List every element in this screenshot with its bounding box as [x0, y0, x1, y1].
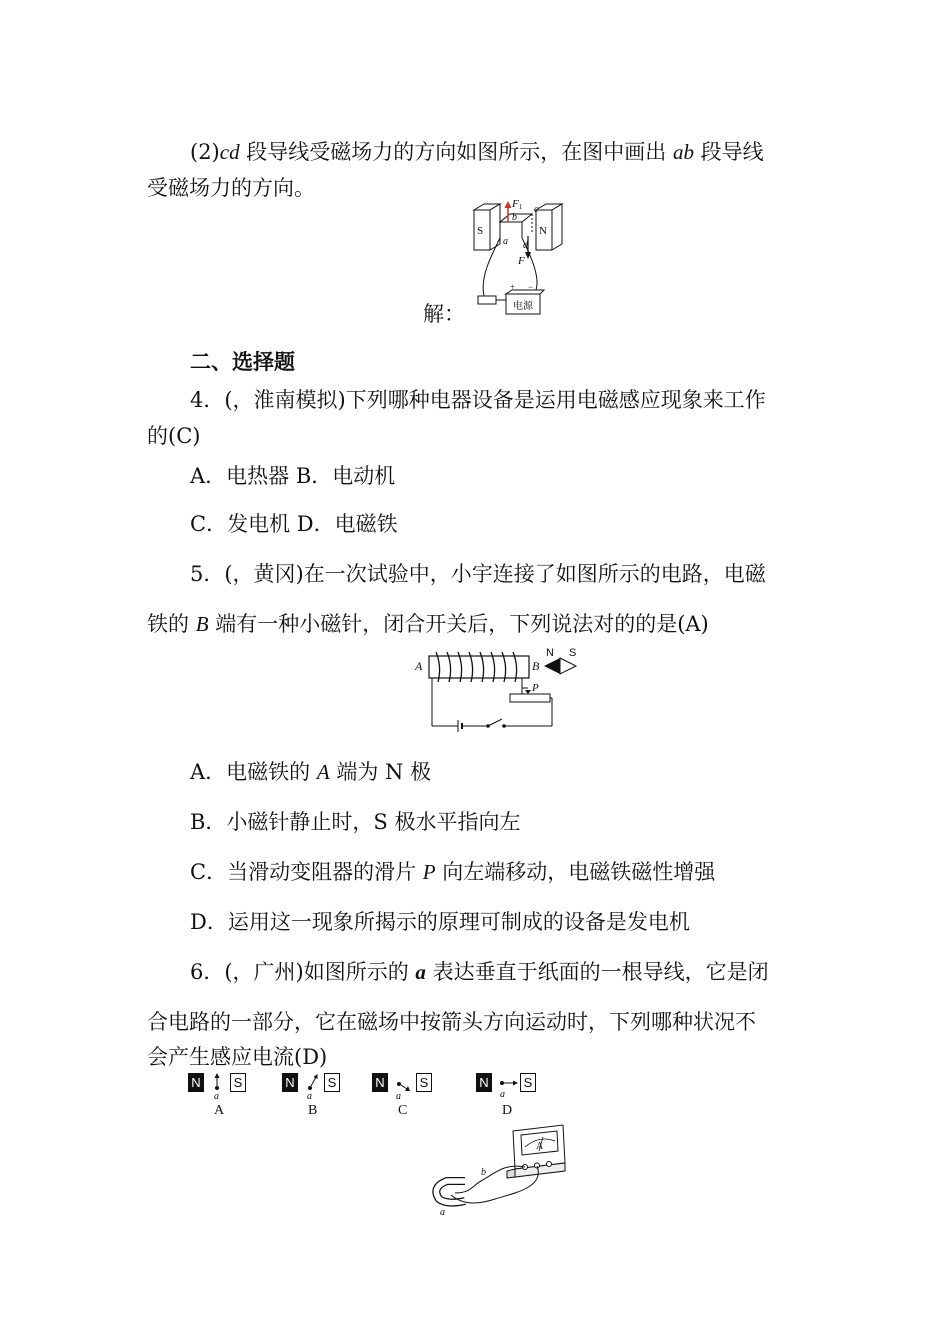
q6-option-b-figure: [282, 1073, 346, 1123]
n-pole: N: [476, 1073, 492, 1092]
q3-2-prefix: (2): [190, 140, 220, 164]
option-label: A: [214, 1103, 225, 1118]
power-label: 电源: [513, 301, 533, 312]
var-p: P: [422, 860, 436, 884]
q3-magnet-figure: [470, 198, 570, 320]
q5-opt-a-post: 端为 N 极: [329, 760, 432, 784]
option-label: C: [398, 1103, 408, 1118]
needle-s-label: S: [569, 647, 577, 659]
svg-text:a: a: [396, 1091, 401, 1102]
s-magnet: [474, 204, 500, 250]
q5-line2-pre: 铁的: [147, 612, 196, 636]
svg-text:a: a: [214, 1091, 219, 1102]
c-label: c: [534, 204, 539, 215]
b-label: b: [512, 212, 517, 223]
q5-line2-post: 端有一种小磁针，闭合开关后，下列说法对的的是(A): [208, 612, 709, 636]
needle-n-label: N: [546, 647, 554, 659]
q6-option-c-figure: [372, 1073, 436, 1123]
ammeter: [507, 1125, 565, 1178]
q4-options-row1: A．电热器 B．电动机: [190, 464, 396, 488]
q3-2-mid: 段导线受磁场力的方向如图所示，在图中画出: [239, 140, 673, 164]
answer-label: 解：: [423, 302, 465, 326]
var-ab: ab: [672, 140, 694, 164]
n-magnet: [536, 204, 562, 250]
n-pole: N: [188, 1073, 204, 1092]
q6-line1-post: 表达垂直于纸面的一根导线，它是闭: [425, 960, 769, 984]
minus-label: −: [528, 282, 534, 292]
s-pole: S: [324, 1073, 340, 1092]
f-label: F: [518, 255, 525, 267]
up-arrow-icon: [210, 1073, 224, 1101]
var-cd: cd: [219, 140, 240, 164]
q5-opt-c-post: 向左端移动，电磁铁磁性增强: [435, 860, 716, 884]
plus-label: +: [510, 282, 516, 292]
s-pole: S: [416, 1073, 432, 1092]
q5-line1: 5．(，黄冈)在一次试验中，小宇连接了如图所示的电路，电磁: [190, 562, 766, 586]
q5-opt-c-pre: C．当滑动变阻器的滑片: [190, 860, 423, 884]
q4-options-row2: C．发电机 D．电磁铁: [190, 512, 398, 536]
s-pole-label: S: [477, 225, 484, 237]
slider-p-label: P: [532, 682, 539, 694]
n-pole-label: N: [539, 225, 547, 237]
q5-line2: [147, 610, 709, 638]
q6-option-d-figure: [476, 1073, 540, 1123]
wire-a-label: a: [440, 1207, 445, 1218]
s-pole: S: [520, 1073, 536, 1092]
a-label: a: [503, 236, 508, 247]
q3-2-line2: 受磁场力的方向。: [147, 176, 315, 200]
switch-lever: [488, 719, 502, 726]
q5-circuit-figure: [412, 644, 588, 730]
n-pole: N: [282, 1073, 298, 1092]
end-a-label: A: [415, 659, 423, 673]
end-b-label: B: [532, 659, 540, 673]
f1-label: F1: [512, 198, 523, 211]
q5-option-d: D．运用这一现象所揭示的原理可制成的设备是发电机: [190, 910, 690, 934]
compass-needle: [544, 647, 576, 674]
q6-line3: 会产生感应电流(D): [147, 1045, 328, 1069]
q4-line1: 4．(，淮南模拟)下列哪种电器设备是运用电磁感应现象来工作: [190, 388, 766, 412]
n-pole: N: [372, 1073, 388, 1092]
horseshoe-magnet: [436, 1181, 465, 1203]
right-arrow-icon: [498, 1073, 520, 1101]
wire-b-label: b: [481, 1167, 486, 1178]
svg-text:a: a: [307, 1091, 312, 1102]
q5-option-b: B．小磁针静止时，S 极水平指向左: [190, 810, 521, 834]
var-a-end: A: [316, 760, 330, 784]
electromagnet-core: [429, 656, 529, 678]
q5-option-a: [190, 758, 431, 786]
q6-line2: 合电路的一部分，它在磁场中按箭头方向运动时，下列哪种状况不: [147, 1010, 756, 1034]
q6-galvanometer-figure: [425, 1123, 570, 1218]
diagonal-arrow-icon: [304, 1073, 320, 1101]
diagonal-down-arrow-icon: [394, 1073, 412, 1101]
svg-text:a: a: [500, 1089, 505, 1100]
section-title: 二、选择题: [190, 349, 295, 374]
var-a-wire: a: [415, 960, 426, 984]
rheostat: [510, 694, 550, 702]
q6-option-a-figure: [188, 1073, 252, 1123]
option-label: D: [502, 1103, 513, 1118]
q3-2-line1: [190, 138, 764, 166]
q4-line2: 的(C): [147, 424, 201, 448]
d-label: d: [523, 240, 528, 251]
q6-line1: [190, 958, 769, 986]
q3-2-post: 段导线: [693, 140, 764, 164]
var-b: B: [195, 612, 209, 636]
option-label: B: [308, 1103, 318, 1118]
ammeter-a-label: A: [536, 1141, 544, 1152]
q6-line1-pre: 6．(，广州)如图所示的: [190, 960, 416, 984]
s-pole: S: [230, 1073, 246, 1092]
q5-opt-a-pre: A．电磁铁的: [190, 760, 317, 784]
q5-option-c: [190, 858, 715, 886]
